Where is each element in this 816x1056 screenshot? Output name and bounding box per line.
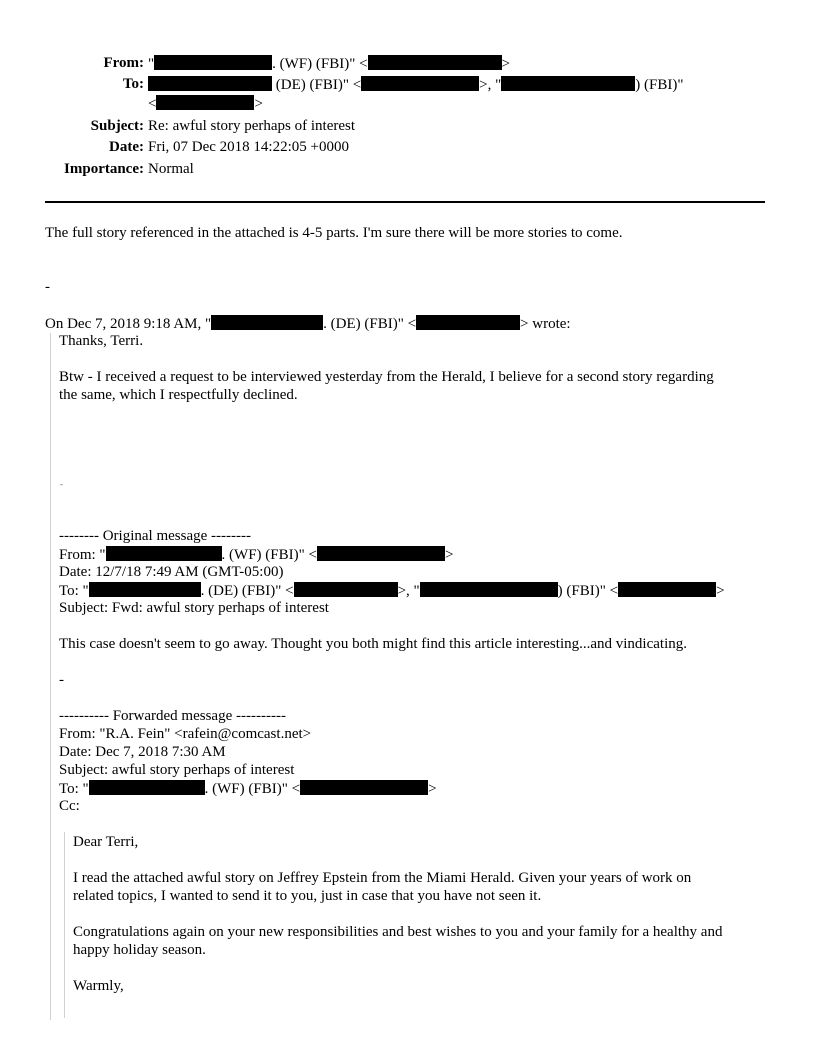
dash-separator: - bbox=[45, 279, 50, 295]
original-to: To: " . (DE) (FBI)" < >, " ) (FBI)" < > bbox=[59, 583, 725, 599]
quote-bar-nested bbox=[64, 832, 65, 1018]
forwarded-from: From: "R.A. Fein" <rafein@comcast.net> bbox=[59, 726, 312, 742]
header-divider bbox=[45, 201, 765, 203]
redaction-box bbox=[148, 76, 272, 91]
forwarded-separator: ---------- Forwarded message ---------- bbox=[59, 708, 286, 724]
to-label: To: bbox=[122, 76, 144, 92]
intro-text: The full story referenced in the attached is 4-5 parts. I'm sure there will be more stories to come. bbox=[45, 225, 623, 241]
forwarded-date: Date: Dec 7, 2018 7:30 AM bbox=[59, 744, 226, 760]
letter-p1-line1: I read the attached awful story on Jeffrey Epstein from the Miami Herald. Given your years of work on bbox=[73, 870, 692, 886]
reply-small-dash: - bbox=[60, 479, 63, 489]
letter-closing: Warmly, bbox=[73, 978, 124, 994]
forwarded-subject: Subject: awful story perhaps of interest bbox=[59, 762, 295, 778]
redaction-box bbox=[501, 76, 635, 91]
letter-greeting: Dear Terri, bbox=[73, 834, 139, 850]
reply-btw-line1: Btw - I received a request to be interviewed yesterday from the Herald, I believe for a second story regarding bbox=[59, 369, 714, 385]
to-value-line2: < > bbox=[148, 96, 263, 112]
redaction-box bbox=[211, 315, 323, 330]
date-value: Fri, 07 Dec 2018 14:22:05 +0000 bbox=[148, 139, 349, 155]
original-dash: - bbox=[59, 672, 64, 688]
redaction-box bbox=[317, 546, 445, 561]
redaction-box bbox=[154, 55, 272, 70]
redaction-box bbox=[368, 55, 502, 70]
to-value: (DE) (FBI)" < >, " ) (FBI)" bbox=[148, 76, 683, 94]
subject-value: Re: awful story perhaps of interest bbox=[148, 118, 356, 134]
reply-btw-line2: the same, which I respectfully declined. bbox=[59, 387, 298, 403]
redaction-box bbox=[300, 780, 428, 795]
subject-label: Subject: bbox=[90, 118, 144, 134]
letter-p2-line1: Congratulations again on your new responsibilities and best wishes to you and your family for a healthy and bbox=[73, 924, 723, 940]
importance-label: Importance: bbox=[64, 161, 144, 177]
redaction-box bbox=[416, 315, 520, 330]
redaction-box bbox=[89, 582, 201, 597]
redaction-box bbox=[294, 582, 398, 597]
original-from: From: " . (WF) (FBI)" < > bbox=[59, 547, 454, 563]
importance-value: Normal bbox=[148, 161, 194, 177]
redaction-box bbox=[420, 582, 558, 597]
original-separator: -------- Original message -------- bbox=[59, 528, 251, 544]
redaction-box bbox=[618, 582, 716, 597]
redaction-box bbox=[361, 76, 479, 91]
original-subject: Subject: Fwd: awful story perhaps of interest bbox=[59, 600, 329, 616]
redaction-box bbox=[156, 95, 254, 110]
from-label: From: bbox=[103, 55, 144, 71]
letter-p1-line2: related topics, I wanted to send it to you, just in case that you have not seen it. bbox=[73, 888, 542, 904]
redaction-box bbox=[89, 780, 205, 795]
forwarded-to: To: " . (WF) (FBI)" < > bbox=[59, 781, 437, 797]
forwarded-cc: Cc: bbox=[59, 798, 80, 814]
original-body: This case doesn't seem to go away. Thought you both might find this article interesting...and vindicating. bbox=[59, 636, 688, 652]
date-label: Date: bbox=[109, 139, 144, 155]
redaction-box bbox=[106, 546, 222, 561]
quote-attribution: On Dec 7, 2018 9:18 AM, " . (DE) (FBI)" < > wrote: bbox=[45, 316, 571, 332]
original-date: Date: 12/7/18 7:49 AM (GMT-05:00) bbox=[59, 564, 284, 580]
reply-thanks: Thanks, Terri. bbox=[59, 333, 144, 349]
from-value: " . (WF) (FBI)" < > bbox=[148, 56, 510, 72]
letter-p2-line2: happy holiday season. bbox=[73, 942, 206, 958]
quote-bar bbox=[50, 333, 51, 1020]
